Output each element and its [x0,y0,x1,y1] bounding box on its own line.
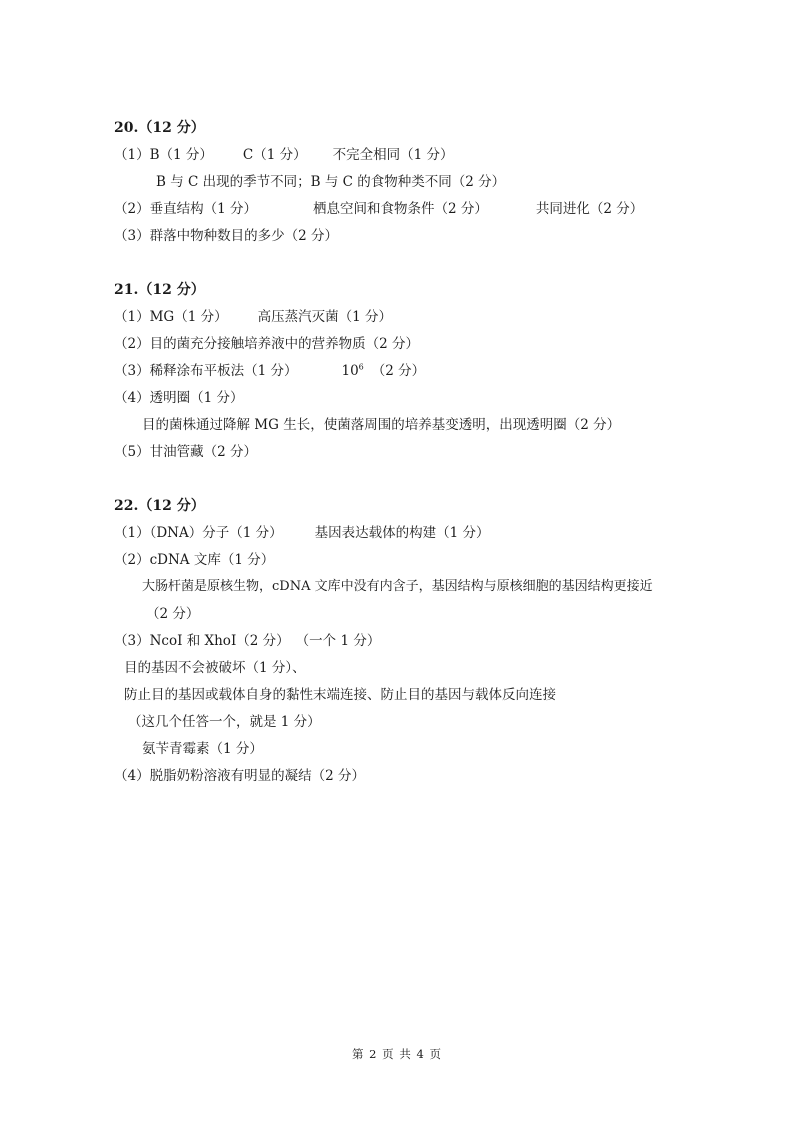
q22-line-9: 氨苄青霉素（1 分） [142,741,263,757]
q21-title: 21.（12 分） [114,282,205,298]
q22-line-5 [114,632,380,650]
q22-line-3: 大肠杆菌是原核生物，cDNA 文库中没有内含子，基因结构与原核细胞的基因结构更接近 [142,579,653,594]
q20-line-1 [114,146,454,164]
q22-line-8: （这几个任答一个，就是 1 分） [128,714,321,730]
q22-line-10: （4）脱脂奶粉溶液有明显的凝结（2 分） [114,768,365,784]
q22-answer-1a: （1）（DNA）分子（1 分） [114,525,283,541]
q21-line-5: 目的菌株通过降解 MG 生长，使菌落周围的培养基变透明，出现透明圈（2 分） [142,417,621,433]
q20-answer-2b: 栖息空间和食物条件（2 分） [312,201,488,217]
q20-answer-1c: 不完全相同（1 分） [332,147,454,163]
q22-line-1 [114,524,490,542]
q22-line-2: （2）cDNA 文库（1 分） [114,552,275,568]
q22-title: 22.（12 分） [114,498,205,514]
q20-line-3 [114,200,643,218]
q21-dilution-exponent: 6 [358,362,364,372]
q21-answer-3c: （2 分） [371,363,426,379]
q20-answer-2c: 共同进化（2 分） [535,201,644,217]
q22-answer-3b: （一个 1 分） [295,633,381,649]
q21-answer-1b: 高压蒸汽灭菌（1 分） [257,309,392,325]
q22-line-4: （2 分） [146,606,200,622]
q21-line-3 [114,362,425,380]
q21-line-4: （4）透明圈（1 分） [114,390,244,406]
q20-answer-1a: （1）B（1 分） [114,147,213,163]
q21-dilution-base: 10 [341,363,359,379]
q20-line-2: B 与 C 出现的季节不同；B 与 C 的食物种类不同（2 分） [156,174,506,190]
q22-answer-3a: （3）NcoI 和 XhoI（2 分） [114,633,290,649]
q21-answer-1a: （1）MG（1 分） [114,309,228,325]
q20-title: 20.（12 分） [114,120,205,136]
q21-answer-3a: （3）稀释涂布平板法（1 分） [114,363,298,379]
q21-line-2: （2）目的菌充分接触培养液中的营养物质（2 分） [114,336,419,352]
q20-answer-1b: C（1 分） [242,147,307,163]
q22-answer-1b: 基因表达载体的构建（1 分） [314,525,490,541]
q22-line-6: 目的基因不会被破坏（1 分）、 [124,660,306,676]
page-footer: 第 2 页 共 4 页 [352,1047,442,1061]
q20-line-4: （3）群落中物种数目的多少（2 分） [114,228,338,244]
q21-line-6: （5）甘油管藏（2 分） [114,444,257,460]
q21-line-1 [114,308,392,326]
q22-line-7: 防止目的基因或载体自身的黏性末端连接、防止目的基因与载体反向连接 [124,687,556,703]
q20-answer-2a: （2）垂直结构（1 分） [114,201,257,217]
